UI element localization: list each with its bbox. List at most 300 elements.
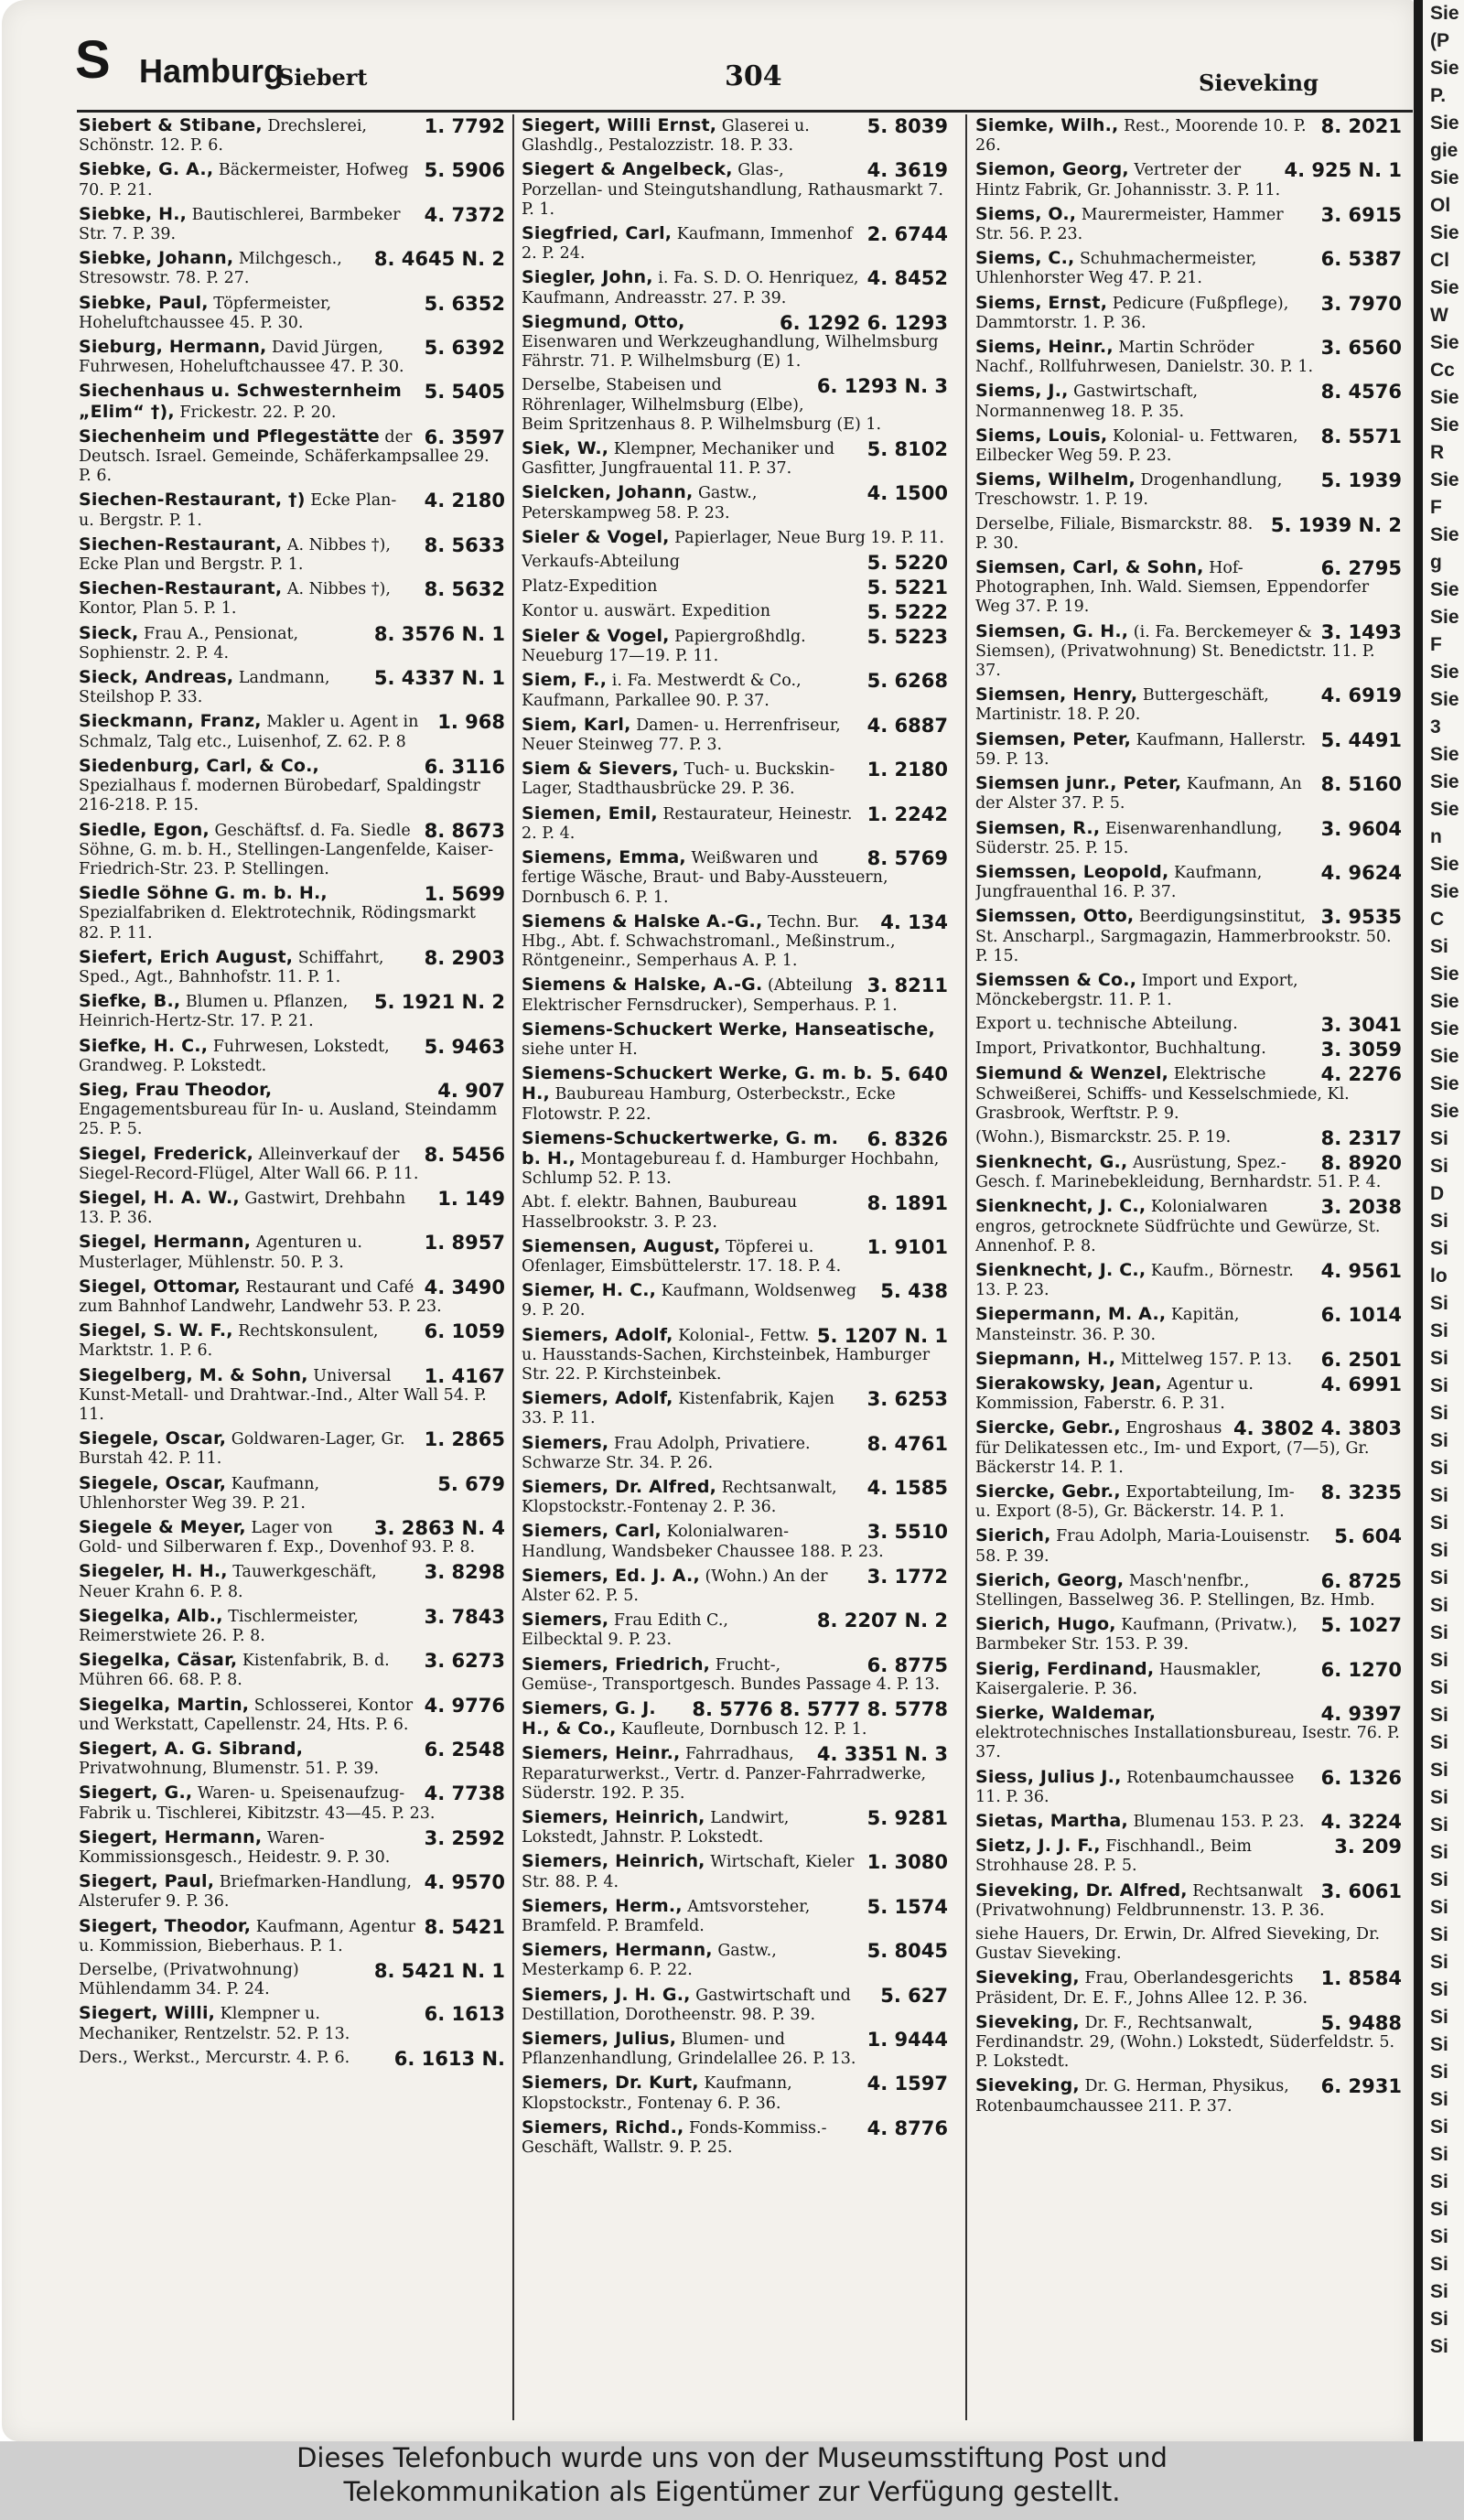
entry-details: Frau Adolph, Maria-Louisenstr. 58. P. 39. xyxy=(975,1527,1310,1566)
entry-name: Siemssen & Co., xyxy=(975,969,1137,990)
entry-name: Siegelka, Martin, xyxy=(79,1694,250,1715)
next-page-fragment: F xyxy=(1430,497,1442,518)
phone-number: 4. 134 xyxy=(880,910,948,933)
directory-entry xyxy=(522,2028,948,2072)
next-page-fragment: Sie xyxy=(1430,58,1459,79)
footer-notice xyxy=(0,2441,1464,2520)
phone-number: 3. 3059 xyxy=(1320,1039,1402,1061)
entry-details: Werkst., Mercurstr. 4. P. 6. xyxy=(133,2048,350,2067)
phone-number: 3. 6915 xyxy=(1320,203,1402,226)
phone-number: 5. 1027 xyxy=(1320,1614,1402,1637)
entry-details: Ecke Plan- u. Bergstr. P. 1. xyxy=(79,491,397,530)
phone-number: 2. 6744 xyxy=(867,223,948,246)
next-page-fragment: D xyxy=(1430,1183,1445,1204)
directory-entry xyxy=(975,1835,1402,1879)
next-page-fragment: Sie xyxy=(1430,1101,1459,1122)
entry-name: (Wohn.), xyxy=(975,1127,1046,1147)
phone-number: 5. 5220 xyxy=(867,552,948,575)
entry-name: Siemers, G. J. H., & Co., xyxy=(522,1698,656,1739)
directory-entry xyxy=(522,481,948,525)
phone-number: 8. 5421 xyxy=(424,1915,505,1938)
directory-entry xyxy=(79,1694,505,1738)
entry-name: Abt. f. elektr. Bahnen, xyxy=(522,1193,704,1212)
entry-name: Siechen-Restaurant, †) xyxy=(79,490,306,511)
phone-number: 6. 1292 6. 1293 xyxy=(779,311,948,334)
entry-name: Siemssen, Otto, xyxy=(975,906,1135,927)
directory-entry xyxy=(975,1658,1402,1702)
phone-number: 1. 9444 xyxy=(867,2029,948,2052)
phone-number: 4. 9397 xyxy=(1320,1703,1402,1726)
next-page-fragment: Si xyxy=(1430,1732,1448,1753)
entry-details: Frucht-, Gemüse-, Transportgesch. Bundes Passage 4. P. 13. xyxy=(522,1655,941,1694)
next-page-fragment: Sie xyxy=(1430,277,1459,298)
entry-details: Makler u. Agent in Schmalz, Talg etc., Luisenhof, Z. 62. P. 8 xyxy=(79,713,419,751)
entry-name: Derselbe, xyxy=(79,1961,158,1980)
phone-number: 1. 7792 xyxy=(424,115,505,137)
directory-entry xyxy=(975,1923,1402,1966)
entry-name: Siemers, Dr. Alfred, xyxy=(522,1476,717,1497)
phone-number: 6. 2501 xyxy=(1320,1348,1402,1371)
phone-number: 5. 5223 xyxy=(867,626,948,649)
directory-entry xyxy=(79,1319,505,1363)
next-page-fragment: Sie xyxy=(1430,415,1459,436)
phone-number: 3. 6560 xyxy=(1320,337,1402,360)
next-page-fragment: Sie xyxy=(1430,1046,1459,1067)
entry-details: A. Nibbes †), Ecke Plan und Bergstr. P. 1. xyxy=(79,535,391,575)
phone-number: 6. 8725 xyxy=(1320,1569,1402,1592)
phone-number: 8. 5160 xyxy=(1320,773,1402,796)
next-page-fragment: gie xyxy=(1430,140,1459,161)
entry-details: Alleinverkauf der Siegel-Record-Flügel, Alter Wall 66. P. 11. xyxy=(79,1145,419,1183)
phone-number: 3. 3041 xyxy=(1320,1014,1402,1037)
entry-details: Kolonial- u. Fettwaren, Eilbecker Weg 59. P. 23. xyxy=(975,426,1298,466)
entry-details: Beerdigungsinstitut, St. Anscharpl., Sargmagazin, Hammerbrookstr. 50. P. 15. xyxy=(975,908,1392,965)
directory-entry xyxy=(79,666,505,710)
entry-name: Siercke, Gebr., xyxy=(975,1481,1121,1502)
next-page-fragment: Si xyxy=(1430,1485,1448,1506)
directory-entry xyxy=(975,817,1402,861)
entry-name: Siemer, H. C., xyxy=(522,1280,657,1301)
entry-details: Waren-Kommissionsgesch., Heidestr. 9. P. 30. xyxy=(79,1828,391,1868)
directory-entry xyxy=(522,1324,948,1388)
directory-entry xyxy=(79,1187,505,1231)
entry-name: Siegert, Paul, xyxy=(79,1871,215,1892)
directory-entry xyxy=(975,1195,1402,1259)
entry-details: Hof-Photographen, Inh. Wald. Siemsen, Eppendorfer Weg 37. P. 19. xyxy=(975,559,1370,617)
entry-name: Siemers, xyxy=(522,1610,609,1631)
next-page-fragment: 3 xyxy=(1430,716,1441,738)
directory-entry xyxy=(79,203,505,247)
phone-number: 1. 5699 xyxy=(424,883,505,906)
next-page-fragment: F xyxy=(1430,634,1442,655)
entry-details: (Privatwohnung) Mühlendamm 34. P. 24. xyxy=(79,1961,299,1999)
next-page-fragment: Sie xyxy=(1430,579,1459,600)
next-page-fragment: Sie xyxy=(1430,991,1459,1012)
header-page-number: 304 xyxy=(725,60,782,92)
entry-name: Siemsen, Henry, xyxy=(975,684,1138,705)
entry-name: Siems, J., xyxy=(975,381,1069,402)
next-page-fragment: Si xyxy=(1430,1815,1448,1836)
entry-name: Siemsen, R., xyxy=(975,817,1101,838)
entry-details: Kaufleute, Dornbusch 12. P. 1. xyxy=(621,1720,867,1739)
next-page-fragment: Si xyxy=(1430,2116,1448,2138)
entry-name: Siemers, J. H. G., xyxy=(522,1984,691,2005)
phone-number: 5. 679 xyxy=(437,1472,505,1495)
entry-name: Siess, Julius J., xyxy=(975,1766,1122,1787)
entry-name: Derselbe, xyxy=(522,376,601,395)
directory-entry xyxy=(522,551,948,576)
entry-details: Import und Export, Mönckebergstr. 11. P. 1. xyxy=(975,971,1298,1010)
directory-entry xyxy=(522,714,948,758)
phone-number: 8. 2317 xyxy=(1320,1126,1402,1149)
next-page-fragment: Si xyxy=(1430,1458,1448,1479)
phone-number: 4. 7372 xyxy=(424,203,505,226)
phone-number: 5. 6352 xyxy=(424,292,505,315)
entry-name: Siemers, Friedrich, xyxy=(522,1653,711,1675)
phone-number: 6. 1613 xyxy=(424,2003,505,2026)
entry-details: Bautischlerei, Barmbeker Str. 7. P. 39. xyxy=(79,205,401,244)
phone-number: 4. 907 xyxy=(437,1079,505,1102)
directory-entry xyxy=(79,425,505,490)
directory-entry xyxy=(975,1524,1402,1568)
directory-entry xyxy=(975,728,1402,772)
entry-details: Engroshaus für Delikatessen etc., Im- und Export, (7—5), Gr. Bäckerstr 14. P. 1. xyxy=(975,1419,1370,1477)
directory-entry xyxy=(975,2074,1402,2118)
entry-name: Sierke, Waldemar, xyxy=(975,1703,1157,1724)
phone-number: 8. 5456 xyxy=(424,1143,505,1166)
entry-details: Montagebureau f. d. Hamburger Hochbahn, Schlump 52. P. 13. xyxy=(522,1149,940,1189)
directory-entry xyxy=(522,910,948,975)
directory-entry xyxy=(522,1235,948,1279)
phone-number: 5. 9488 xyxy=(1320,2011,1402,2034)
entry-name: Siegel, Frederick, xyxy=(79,1143,254,1164)
entry-details: Agentur u. Kommission, Faberstr. 6. P. 31. xyxy=(975,1374,1254,1414)
next-page-fragment: Sie xyxy=(1430,3,1459,24)
directory-entry xyxy=(975,468,1402,512)
phone-number: 1. 9101 xyxy=(867,1235,948,1258)
entry-details: Wirtschaft, Kieler Str. 88. P. 4. xyxy=(522,1853,855,1891)
entry-name: Siemens & Halske A.-G., xyxy=(522,910,763,932)
next-page-fragment: Si xyxy=(1430,2034,1448,2055)
entry-details: Weißwaren und fertige Wäsche, Braut- und Baby-Aussteuern, Dornbusch 6. P. 1. xyxy=(522,849,888,907)
entry-name: Siemund & Wenzel, xyxy=(975,1063,1169,1084)
directory-entry xyxy=(522,311,948,375)
directory-entry xyxy=(975,1126,1402,1151)
phone-number: 5. 1574 xyxy=(867,1895,948,1918)
phone-number: 5. 1207 N. 1 xyxy=(816,1324,948,1347)
entry-details: (i. Fa. Berckemeyer & Siemsen), (Privatwohnung) St. Benedictstr. 11. P. 37. xyxy=(975,622,1375,681)
directory-entry xyxy=(522,1565,948,1609)
entry-details: Engagementsbureau für In- u. Ausland, Steindamm 25. P. 5. xyxy=(79,1101,498,1139)
entry-name: Siems, Ernst, xyxy=(975,292,1108,313)
entry-details: Stabeisen und Röhrenlager, Wilhelmsburg (Elbe), Beim Spritzenhaus 8. P. Wilhelmsburg (E) 1. xyxy=(522,376,882,434)
directory-entry xyxy=(522,1387,948,1431)
directory-entry xyxy=(522,1279,948,1323)
next-page-fragment: Si xyxy=(1430,1320,1448,1341)
directory-entry xyxy=(975,1766,1402,1810)
entry-details: siehe unter H. xyxy=(522,1039,638,1059)
entry-details: Filiale, Bismarckstr. 88. P. 30. xyxy=(975,514,1254,553)
entry-name: Siemsen junr., Peter, xyxy=(975,773,1182,794)
directory-entry xyxy=(975,684,1402,727)
entry-name: Siedenburg, Carl, & Co., xyxy=(79,755,319,776)
next-page-fragment: Si xyxy=(1430,1211,1448,1232)
phone-number: 8. 5632 xyxy=(424,578,505,601)
entry-details: Fischhandl., Beim Strohhause 28. P. 5. xyxy=(975,1837,1252,1876)
entry-details: Fonds-Kommiss.-Geschäft, Wallstr. 9. P. 25. xyxy=(522,2118,827,2158)
entry-name: Import, Privatkontor, Buchhaltung. xyxy=(975,1039,1267,1059)
next-page-fragment: Si xyxy=(1430,2062,1448,2083)
entry-name: Sieler & Vogel, xyxy=(522,526,670,547)
entry-details: Eisenwarenhandlung, Süderstr. 25. P. 15. xyxy=(975,819,1283,857)
entry-name: Siemers, Julius, xyxy=(522,2029,677,2050)
phone-number: 5. 9463 xyxy=(424,1035,505,1058)
directory-entry xyxy=(522,1806,948,1850)
entry-name: Siemers, Dr. Kurt, xyxy=(522,2073,699,2094)
directory-entry xyxy=(522,758,948,802)
entry-details: i. Fa. S. D. O. Henriquez, Kaufmann, Andreasstr. 27. P. 39. xyxy=(522,269,859,307)
directory-entry xyxy=(79,1959,505,2002)
phone-number: 3. 2592 xyxy=(424,1826,505,1849)
phone-number: 5. 4337 N. 1 xyxy=(373,667,505,690)
entry-name: Siebke, Paul, xyxy=(79,292,209,313)
entry-details: Blumenau 153. P. 23. xyxy=(1133,1813,1305,1832)
entry-details: Lager von Gold- und Silberwaren f. Exp., Dovenhof 93. P. 8. xyxy=(79,1519,476,1557)
entry-details: Universal Kunst-Metall- und Drahtwar.-Ind., Alter Wall 54. P. 11. xyxy=(79,1366,487,1424)
entry-details: Milchgesch., Stresowstr. 78. P. 27. xyxy=(79,250,342,288)
directory-entry xyxy=(975,861,1402,905)
phone-number: 4. 8776 xyxy=(867,2116,948,2139)
directory-entry xyxy=(975,1038,1402,1062)
directory-entry xyxy=(522,1609,948,1653)
entry-details: Glaserei u. Glashdlg., Pestalozzistr. 18. P. 33. xyxy=(522,117,810,156)
directory-entry xyxy=(522,526,948,551)
column-divider xyxy=(965,114,967,2420)
next-page-fragment: Sie xyxy=(1430,167,1459,188)
directory-entry xyxy=(522,1984,948,2028)
directory-entry xyxy=(975,620,1402,684)
entry-name: Sieler & Vogel, xyxy=(522,626,670,647)
phone-number: 6. 1293 N. 3 xyxy=(816,375,948,398)
next-page-fragment: lo xyxy=(1430,1265,1448,1287)
entry-name: Siems, C., xyxy=(975,248,1075,269)
directory-entry xyxy=(522,1520,948,1564)
entry-details: Schlosserei, Kontor und Werkstatt, Capellenstr. 24, Hts. P. 6. xyxy=(79,1696,414,1734)
entry-name: Siegert, Willi Ernst, xyxy=(522,115,717,135)
directory-entry xyxy=(975,556,1402,620)
entry-name: Siemers, xyxy=(522,1432,609,1453)
entry-details: Rechtsanwalt (Privatwohnung) Feldbrunnenstr. 13. P. 36. xyxy=(975,1881,1325,1920)
entry-name: Siemsen, G. H., xyxy=(975,620,1129,641)
entry-name: Siepermann, M. A., xyxy=(975,1304,1167,1325)
phone-number: 1. 8957 xyxy=(424,1232,505,1255)
next-page-fragment: Sie xyxy=(1430,469,1459,490)
directory-entry xyxy=(522,1018,948,1062)
phone-number: 5. 8102 xyxy=(867,438,948,461)
phone-number: 4. 3224 xyxy=(1320,1811,1402,1834)
phone-number: 8. 3576 N. 1 xyxy=(373,622,505,645)
entry-name: Siem, F., xyxy=(522,670,608,691)
entry-details: Töpfermeister, Hoheluftchaussee 45. P. 30. xyxy=(79,294,332,332)
entry-details: Tischlermeister, Reimerstwiete 26. P. 8. xyxy=(79,1607,359,1646)
entry-details: Schuhmachermeister, Uhlenhorster Weg 47. P. 21. xyxy=(975,250,1257,288)
directory-entry xyxy=(522,1127,948,1192)
entry-details: David Jürgen, Fuhrwesen, Hoheluftchaussee 47. P. 30. xyxy=(79,339,404,377)
entry-details: Rotenbaumchaussee 11. P. 36. xyxy=(975,1768,1295,1806)
directory-entry xyxy=(79,1079,505,1143)
phone-number: 4. 9776 xyxy=(424,1694,505,1717)
directory-entry xyxy=(522,2072,948,2116)
entry-name: Siedle, Egon, xyxy=(79,819,210,840)
entry-details: Kaufmann, Hallerstr. 59. P. 13. xyxy=(975,730,1307,769)
directory-entry xyxy=(975,1966,1402,2010)
directory-entry xyxy=(79,622,505,666)
directory-entry xyxy=(522,846,948,910)
directory-entry xyxy=(522,974,948,1018)
next-page-fragment: Si xyxy=(1430,1128,1448,1149)
entry-details: Kapitän, Mansteinstr. 36. P. 30. xyxy=(975,1306,1240,1344)
phone-number: 8. 2903 xyxy=(424,946,505,969)
entry-name: Siemers, Carl, xyxy=(522,1521,662,1542)
entry-details: Fahrradhaus, Reparaturwerkst., Vertr. d. Panzer-Fahrradwerke, Süderstr. 192. P. 35. xyxy=(522,1745,927,1803)
entry-name: Siemers, Hermann, xyxy=(522,1940,713,1961)
next-page-fragment: Si xyxy=(1430,1567,1448,1588)
entry-details: Baubureau Hasselbrookstr. 3. P. 23. xyxy=(522,1193,798,1232)
phone-number: 8. 8920 xyxy=(1320,1151,1402,1174)
directory-entry xyxy=(79,1276,505,1319)
next-page-edge xyxy=(1423,0,1464,2441)
directory-entry xyxy=(79,292,505,336)
directory-entry xyxy=(975,772,1402,816)
entry-details: Schiffahrt, Sped., Agt., Bahnhofstr. 11. P. 1. xyxy=(79,948,384,986)
directory-entry xyxy=(975,247,1402,291)
directory-entry xyxy=(79,158,505,202)
next-page-fragment: Si xyxy=(1430,1348,1448,1369)
entry-name: Sienknecht, J. C., xyxy=(975,1259,1146,1280)
entry-details: Bäckermeister, Hofweg 70. P. 21. xyxy=(79,161,409,199)
entry-name: Verkaufs-Abteilung xyxy=(522,553,681,572)
phone-number: 3. 209 xyxy=(1334,1836,1402,1858)
entry-name: Siemens-Schuckert Werke, G. m. b. H., xyxy=(522,1063,873,1104)
entry-details: Frickestr. 22. P. 20. xyxy=(179,403,337,422)
entry-details: Papierlager, Neue Burg 19. P. 11. xyxy=(674,528,944,547)
entry-name: Siegel, Hermann, xyxy=(79,1232,252,1253)
entry-details: Goldwaren-Lager, Gr. Burstah 42. P. 11. xyxy=(79,1430,405,1469)
next-page-fragment: Si xyxy=(1430,2281,1448,2302)
directory-entry xyxy=(522,266,948,310)
directory-entry xyxy=(79,114,505,158)
entry-name: Siebke, H., xyxy=(79,203,188,224)
next-page-fragment: C xyxy=(1430,909,1445,930)
entry-details: Klempner, Mechaniker und Gasfitter, Jungfrauental 11. P. 37. xyxy=(522,440,835,479)
next-page-fragment: Sie xyxy=(1430,964,1459,985)
header-section-letter: S xyxy=(75,30,111,90)
entry-name: Sierakowsky, Jean, xyxy=(975,1373,1162,1394)
directory-entry xyxy=(975,114,1402,158)
directory-entry xyxy=(79,819,505,883)
entry-details: Töpferei u. Ofenlager, Eimsbüttelerstr. 17. 18. P. 4. xyxy=(522,1237,842,1276)
entry-name: Sieckmann, Franz, xyxy=(79,711,262,732)
entry-name: Siegler, John, xyxy=(522,267,653,288)
directory-entry xyxy=(975,969,1402,1013)
next-page-fragment: W xyxy=(1430,305,1448,326)
header-last-entry: Sieveking xyxy=(1199,70,1319,96)
entry-name: Siegert, Hermann, xyxy=(79,1826,263,1847)
entry-name: Siemens-Schuckertwerke, G. m. b. H., xyxy=(522,1127,839,1168)
entry-details: Kistenfabrik, B. d. Mühren 66. 68. P. 8. xyxy=(79,1652,390,1690)
directory-entry xyxy=(79,946,505,990)
entry-name: Siercke, Gebr., xyxy=(975,1417,1121,1438)
directory-entry xyxy=(975,2011,1402,2075)
directory-entry xyxy=(79,990,505,1034)
phone-number: 6. 2548 xyxy=(424,1739,505,1761)
next-page-fragment: Sie xyxy=(1430,771,1459,792)
entry-name: Siechenheim und Pflegestätte xyxy=(79,425,380,447)
phone-number: 6. 1270 xyxy=(1320,1658,1402,1681)
directory-entry xyxy=(79,489,505,533)
directory-entry xyxy=(522,1939,948,1983)
directory-entry xyxy=(79,1427,505,1471)
next-page-fragment: Sie xyxy=(1430,1018,1459,1039)
entry-details: Spezialfabriken d. Elektrotechnik, Rödingsmarkt 82. P. 11. xyxy=(79,904,476,942)
directory-entry xyxy=(975,1259,1402,1303)
directory-entry xyxy=(975,292,1402,336)
phone-number: 5. 1939 N. 2 xyxy=(1270,513,1402,536)
phone-number: 5. 604 xyxy=(1334,1525,1402,1548)
next-page-fragment: Sie xyxy=(1430,387,1459,408)
entry-name: Sieveking, xyxy=(975,2011,1080,2032)
directory-entry xyxy=(522,1697,948,1742)
phone-number: 8. 5571 xyxy=(1320,425,1402,447)
phone-number: 5. 8039 xyxy=(867,115,948,137)
phone-number: 6. 1326 xyxy=(1320,1766,1402,1789)
entry-details: A. Nibbes †), Kontor, Plan 5. P. 1. xyxy=(79,580,391,619)
next-page-fragment: (P xyxy=(1430,30,1449,51)
phone-number: 3. 7843 xyxy=(424,1605,505,1628)
directory-entry xyxy=(522,625,948,669)
directory-entry xyxy=(975,1062,1402,1126)
directory-column-2 xyxy=(522,114,948,2420)
next-page-fragment: Si xyxy=(1430,1622,1448,1643)
entry-name: Siemers, Adolf, xyxy=(522,1388,673,1409)
directory-entry xyxy=(79,1035,505,1079)
entry-details: Kaufmann, Immenhof 2. P. 24. xyxy=(522,225,853,264)
next-page-fragment: Sie xyxy=(1430,689,1459,710)
next-page-fragment: Si xyxy=(1430,1897,1448,1918)
entry-name: Siemers, Heinrich, xyxy=(522,1807,705,1828)
phone-number: 5. 8045 xyxy=(867,1940,948,1963)
entry-name: Siegel, Ottomar, xyxy=(79,1276,241,1297)
entry-name: Siegert, A. G. Sibrand, xyxy=(79,1739,304,1760)
entry-details: Frau Adolph, Privatiere. Schwarze Str. 34. P. 26. xyxy=(522,1434,811,1472)
directory-entry xyxy=(79,1782,505,1825)
next-page-fragment: Si xyxy=(1430,2309,1448,2330)
entry-details: Restaurant und Café zum Bahnhof Landwehr, Landwehr 53. P. 23. xyxy=(79,1277,442,1316)
entry-details: Gastwirtschaft, Normannenweg 18. P. 35. xyxy=(975,382,1199,421)
phone-number: 4. 1585 xyxy=(867,1476,948,1499)
entry-details: Ausrüstung, Spez.-Gesch. f. Marinebekleidung, Bernhardstr. 51. P. 4. xyxy=(975,1153,1382,1192)
phone-number: 6. 5387 xyxy=(1320,248,1402,271)
entry-details: Gastwirtschaft und Destillation, Dorotheenstr. 98. P. 39. xyxy=(522,1986,851,2024)
entry-name: Siegmund, Otto, xyxy=(522,311,685,332)
next-page-fragment: R xyxy=(1430,442,1445,463)
directory-entry xyxy=(79,1738,505,1782)
phone-number: 3. 6061 xyxy=(1320,1879,1402,1902)
phone-number: 5. 5405 xyxy=(424,381,505,404)
entry-name: Siegele & Meyer, xyxy=(79,1517,246,1537)
entry-name: Sieg, Frau Theodor, xyxy=(79,1079,273,1100)
entry-details: Waren- u. Speisenaufzug-Fabrik u. Tischlerei, Kibitzstr. 43—45. P. 23. xyxy=(79,1784,436,1823)
